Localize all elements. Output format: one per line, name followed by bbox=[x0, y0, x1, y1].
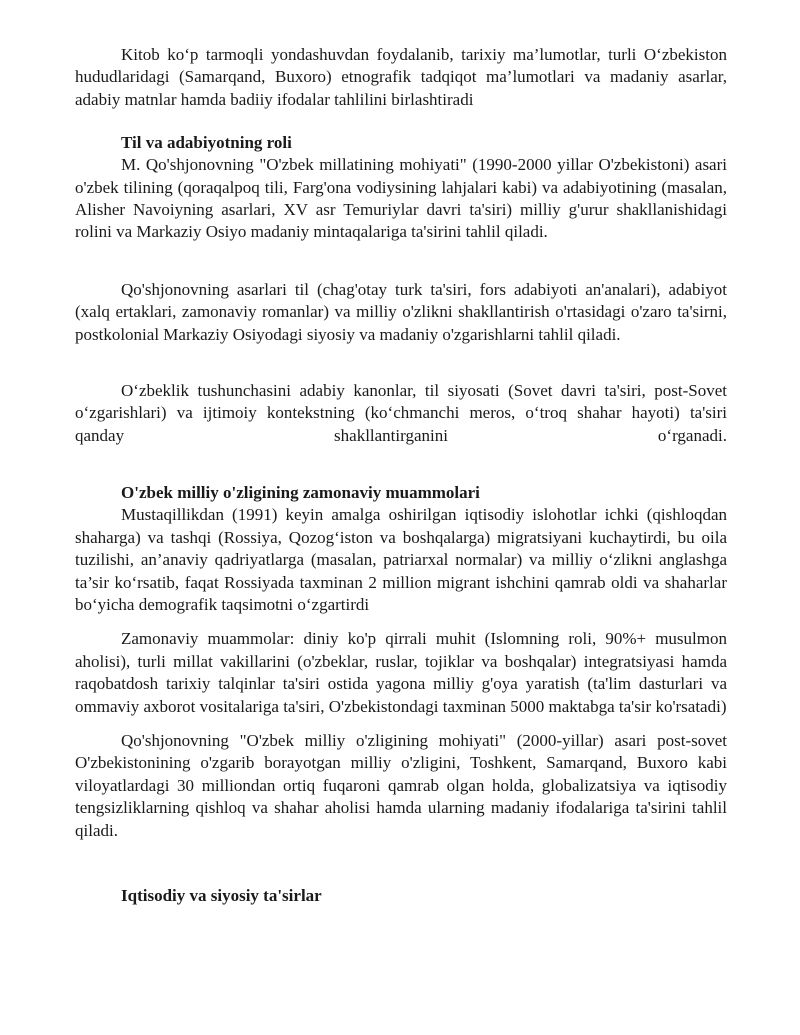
paragraph-methodology: Kitob ko‘p tarmoqli yondashuvdan foydalanib, tarixiy ma’lumotlar, turli O‘zbekiston hududlaridagi (Samarqand, Buxoro) etnografik tadqiqot ma’lumotlari va madaniy asarlar, adabiy matnlar hamda badiiy ifodalar tahlilini birlashtiradi bbox=[75, 45, 727, 109]
paragraph-language-role: M. Qo'shjonovning "O'zbek millatining mohiyati" (1990-2000 yillar O'zbekistoni) asari o'zbek tilining (qoraqalpoq tili, Farg'ona vodiysining lahjalari kabi) va adabiyotining (masalan, Alisher Navoiyning asarlari, XV asr Temuriylar davri ta'siri) milliy g'urur shakllanishidagi rolini va Markaziy Osiyo madaniy mintaqalariga ta'sirini tahlil qiladi. bbox=[75, 155, 727, 242]
heading-economic-political: Iqtisodiy va siyosiy ta'sirlar bbox=[121, 885, 322, 905]
paragraph-migration: Mustaqillikdan (1991) keyin amalga oshirilgan iqtisodiy islohotlar ichki (qishloqdan shaharga) va tashqi (Rossiya, Qozog‘iston va boshqalarga) migratsiyani kuchaytirdi, bu oila tuzilishi, an’anaviy qadriyatlarga (masalan, patriarxal normalar) va milliy o‘zlikni anglashga ta’sir ko‘rsatib, faqat Rossiyada taxminan 2 million migrant ishchini qamrab oldi va shaharlar bo‘yicha demografik taqsimotni o‘zgartirdi bbox=[75, 505, 727, 614]
paragraph-modern-problems: Zamonaviy muammolar: diniy ko'p qirrali muhit (Islomning roli, 90%+ musulmon aholisi), turli millat vakillarini (o'zbeklar, ruslar, tojiklar va boshqalar) integratsiyasi hamda raqobatdosh tarixiy talqinlar ta'siri ostida yagona milliy g'oya yaratish (ta'lim dasturlari va ommaviy axborot vositalariga ta'siri, O'zbekistondagi taxminan 5000 maktabga ta'sir ko'rsatadi) bbox=[75, 629, 727, 716]
paragraph-identity-essence: Qo'shjonovning "O'zbek milliy o'zligining mohiyati" (2000-yillar) asari post-sovet O'zbekistonining o'zgarib borayotgan milliy o'zligini, Toshkent, Samarqand, Buxoro kabi viloyatlardagi 30 milliondan ortiq fuqaroni qamrab olgan holda, globalizatsiya va iqtisodiy tengsizliklarning qishloq va shahar aholisi hamda ularning madaniy ifodalariga ta'sirini tahlil qiladi. bbox=[75, 730, 727, 840]
heading-language-literature: Til va adabiyotning roli bbox=[121, 133, 292, 153]
paragraph-uzbek-concept: O‘zbeklik tushunchasini adabiy kanonlar, til siyosati (Sovet davri ta'siri, post-Sovet o‘zgarishlari) va ijtimoiy kontekstning (ko‘chmanchi meros, o‘troq shahar hayoti) ta'siri qanday shakllantirganini o‘rganadi. bbox=[75, 381, 727, 445]
heading-modern-issues: O'zbek milliy o'zligining zamonaviy muammolari bbox=[121, 483, 480, 503]
paragraph-interaction: Qo'shjonovning asarlari til (chag'otay turk ta'siri, fors adabiyoti an'analari), adabiyot (xalq ertaklari, zamonaviy romanlar) va milliy o'zlikni shakllantirish o'rtasidagi o'zaro ta'sirni, postkolonial Markaziy Osiyodagi siyosiy va madaniy o'zgarishlarni tahlil qiladi. bbox=[75, 279, 727, 344]
